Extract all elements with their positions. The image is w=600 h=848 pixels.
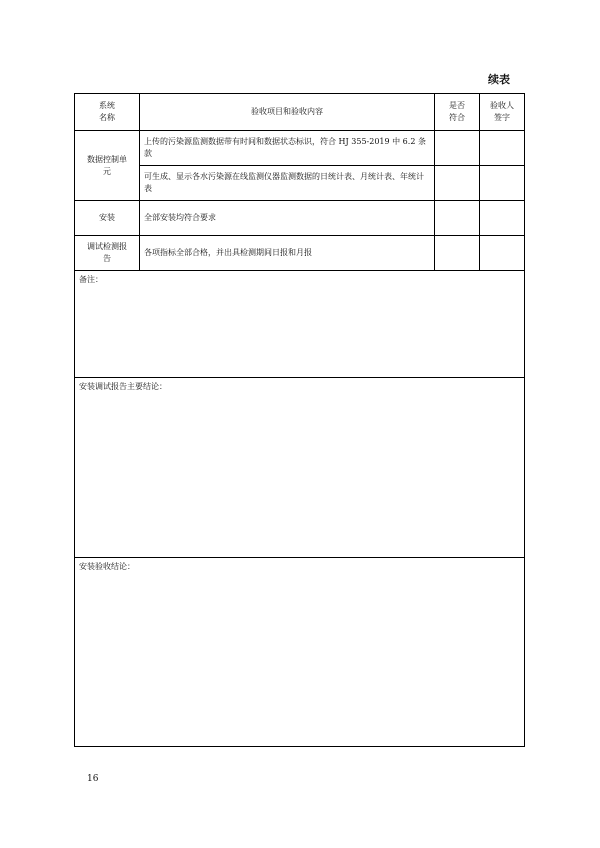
table-row: [75, 131, 525, 166]
item-content: 上传的污染源监测数据带有时间和数据状态标识，符合 HJ 355-2019 中 6.2 条款: [140, 131, 435, 166]
system-debug-report: 调试检测报 告: [75, 236, 140, 271]
table-row: [75, 166, 525, 201]
header-signature: 验收人 签字: [480, 94, 525, 131]
header-item-content: 验收项目和验收内容: [140, 94, 435, 131]
debug-conclusion-row: [75, 378, 525, 558]
header-system-name: 系统 名称: [75, 94, 140, 131]
item-content: 全部安装均符合要求: [140, 201, 435, 236]
table-header-row: [75, 94, 525, 131]
signature-cell[interactable]: [480, 166, 525, 201]
header-conform: 是否 符合: [435, 94, 480, 131]
conform-cell[interactable]: [435, 236, 480, 271]
table-row: [75, 236, 525, 271]
acceptance-conclusion-row: [75, 558, 525, 747]
conform-cell[interactable]: [435, 201, 480, 236]
remarks-field[interactable]: 备注：: [75, 271, 525, 378]
acceptance-form-table: [74, 93, 525, 747]
system-installation: 安装: [75, 201, 140, 236]
signature-cell[interactable]: [480, 131, 525, 166]
conform-cell[interactable]: [435, 131, 480, 166]
continued-table-label: 续表: [488, 73, 510, 86]
conform-cell[interactable]: [435, 166, 480, 201]
signature-cell[interactable]: [480, 236, 525, 271]
signature-cell[interactable]: [480, 201, 525, 236]
debug-conclusion-field[interactable]: 安装调试报告主要结论：: [75, 378, 525, 558]
system-data-control-unit: 数据控制单 元: [75, 131, 140, 201]
page-number: 16: [87, 774, 99, 784]
remarks-row: [75, 271, 525, 378]
table-row: [75, 201, 525, 236]
item-content: 各项指标全部合格，并出具检测期间日报和月报: [140, 236, 435, 271]
acceptance-conclusion-field[interactable]: 安装验收结论：: [75, 558, 525, 747]
item-content: 可生成、显示各水污染源在线监测仪器监测数据的日统计表、月统计表、年统计表: [140, 166, 435, 201]
